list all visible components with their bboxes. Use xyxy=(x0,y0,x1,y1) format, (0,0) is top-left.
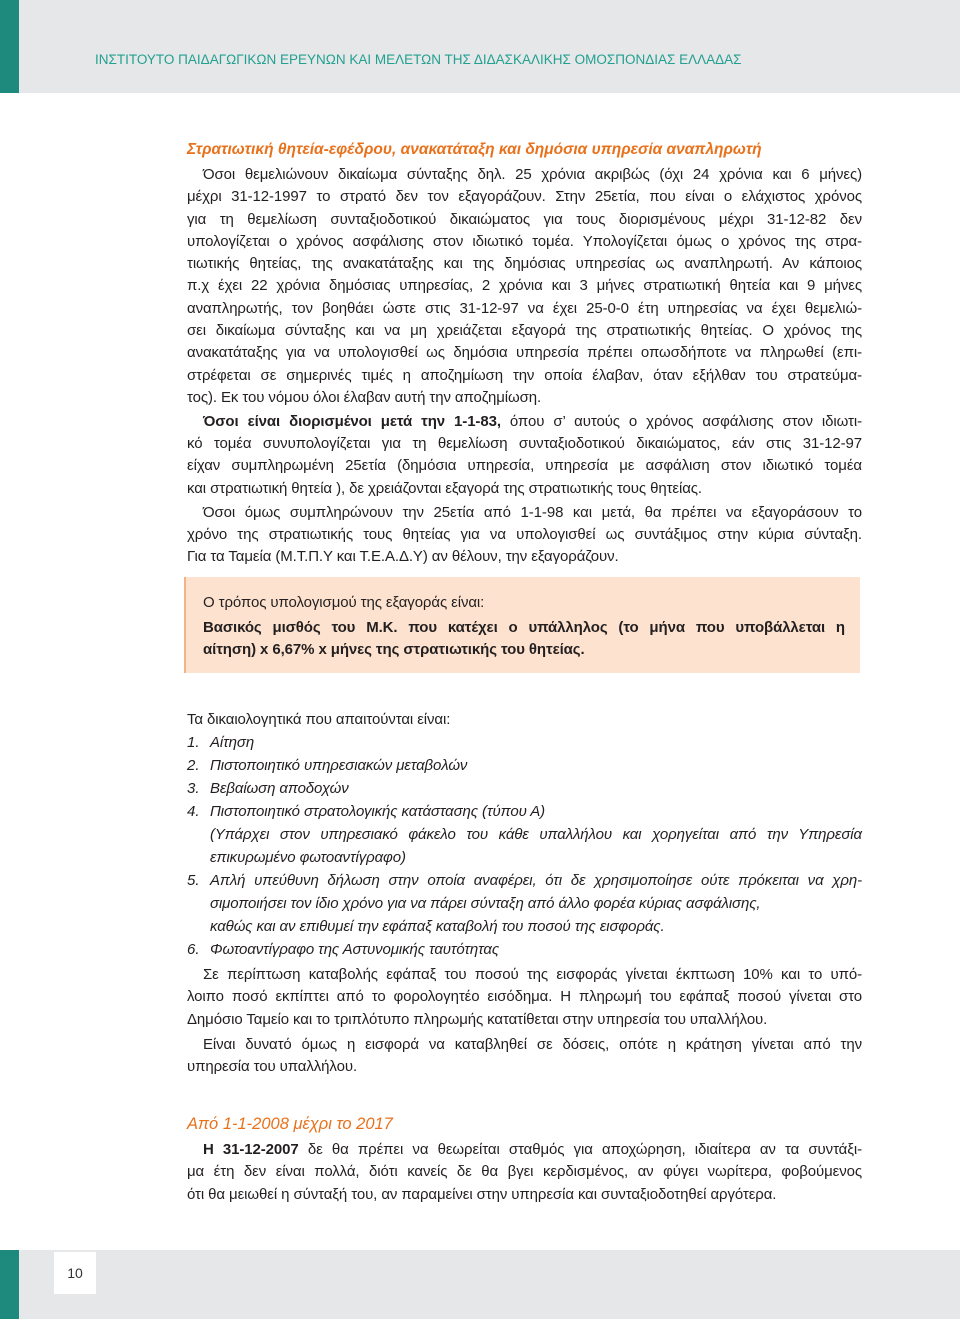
list-item xyxy=(187,800,862,869)
required-documents xyxy=(187,708,862,961)
footer-accent-tab xyxy=(0,1250,19,1319)
list-item-number: 6. xyxy=(187,941,200,959)
text-line xyxy=(187,411,862,433)
paragraph xyxy=(187,164,862,409)
text-line: μέχρι 31-12-1997 το στρατό δεν τον εξαγοράζουν. Στην 25ετία, που είναι ο ελάχιστος χρόνος xyxy=(187,188,862,206)
text-line: τιωτικής θητείας, της ανακατάταξης και της δημόσιας υπηρεσίας ως αναπληρωτή. Αν κάποιος xyxy=(187,255,862,273)
text-line: κό τομέα συνυπολογίζεται για τη θεμελίωση συνταξιοδοτικού δικαιώματος, εάν στις 31-12-97 xyxy=(187,435,862,453)
list-item-body xyxy=(210,731,862,754)
text-line: αναπληρωτής, τον βοηθάει ώστε στις 31-12-97 να έχει 25-0-0 έτη υπηρεσίας να έχει θεμελιώ- xyxy=(187,299,862,317)
text-line: στρέφεται σε σημερινές τιμές η αποζημίωση την οποία έλαβαν, όταν εξήλθαν του στρατεύμα- xyxy=(187,366,862,384)
list-item-body xyxy=(210,938,862,961)
paragraph xyxy=(187,411,862,500)
page-footer xyxy=(0,1250,960,1319)
list-item xyxy=(187,754,862,777)
text-line: π.χ έχει 22 χρόνια δημόσιας υπηρεσίας, 2 χρόνια και 3 μήνες στρατιωτική θητεία και 9 μήνες xyxy=(187,277,862,295)
paragraph xyxy=(187,1034,862,1079)
list-item-number: 5. xyxy=(187,872,200,890)
text-line: Φωτοαντίγραφο της Αστυνομικής ταυτότητας xyxy=(210,941,500,959)
documents-intro: Τα δικαιολογητικά που απαιτούνται είναι: xyxy=(187,711,451,729)
text-line: Αίτηση xyxy=(210,734,255,752)
text-line: Απλή υπεύθυνη δήλωση στην οποία αναφέρει, ότι δε χρησιμοποίησε ούτε πρόκειται να χρη- xyxy=(210,872,862,890)
text-line: Βεβαίωση αποδοχών xyxy=(210,780,349,798)
text-run: δε θα πρέπει να θεωρείται σταθμός για αποχώρηση, ιδιαίτερα αν τα συντάξι- xyxy=(307,1140,862,1158)
list-item-number: 1. xyxy=(187,734,200,752)
formula-intro: Ο τρόπος υπολογισμού της εξαγοράς είναι: xyxy=(203,593,485,611)
section-heading: Από 1-1-2008 μέχρι το 2017 xyxy=(187,1114,393,1133)
text-line: υπολογίζεται ο χρόνος ασφάλισης στον ιδιωτικό τομέα. Υπολογίζεται όμως ο χρόνος της στρα- xyxy=(187,232,862,250)
paragraph xyxy=(187,502,862,569)
text-line: Όσοι θεμελιώνουν δικαίωμα σύνταξης δηλ. 25 χρόνια ακριβώς (όχι 24 χρόνια και 6 μήνες) xyxy=(203,166,862,183)
text-line: χρόνο της στρατιωτικής τους θητείας για να υπολογισθεί ως συντάξιμος στην κύρια σύνταξη. xyxy=(187,526,862,544)
bold-lead-text: Όσοι είναι διορισμένοι μετά την 1-1-83, xyxy=(203,412,501,430)
section-heading: Στρατιωτική θητεία-εφέδρου, ανακατάταξη και δημόσια υπηρεσία αναπληρωτή xyxy=(187,141,762,158)
header-title: ΙΝΣΤΙΤΟΥΤΟ ΠΑΙΔΑΓΩΓΙΚΩΝ ΕΡΕΥΝΩΝ ΚΑΙ ΜΕΛΕΤΩΝ ΤΗΣ ΔΙΔΑΣΚΑΛΙΚΗΣ ΟΜΟΣΠΟΝΔΙΑΣ ΕΛΛΑΔΑΣ xyxy=(95,52,742,67)
paragraph xyxy=(187,1139,862,1207)
text-line: Βασικός μισθός του Μ.Κ. που κατέχει ο υπάλληλος (το μήνα που υποβάλλεται η xyxy=(203,618,845,636)
list-item-number: 3. xyxy=(187,780,200,798)
text-line: σιμοποιήσει τον ίδιο χρόνο για να πάρει σύνταξη από άλλο φορέα κύριας ασφάλισης, xyxy=(210,895,761,913)
text-line: είχαν συμπληρωμένη 25ετία (δημόσια υπηρεσία, υπηρεσία με ασφάλιση στον ιδιωτικό τομέα xyxy=(187,457,862,475)
text-line: Είναι δυνατό όμως η εισφορά να καταβληθεί σε δόσεις, οπότε η κράτηση γίνεται από την xyxy=(203,1035,862,1053)
page-header xyxy=(0,0,960,93)
text-line: σει δικαίωμα σύνταξης και να μη χρειάζεται εξαγορά της στρατιωτικής θητείας. Ο χρόνος της xyxy=(187,322,862,340)
text-line: Πιστοποιητικό στρατολογικής κατάστασης (τύπου Α) xyxy=(210,803,546,821)
text-line: (Υπάρχει στον υπηρεσιακό φάκελο του κάθε υπαλλήλου και χορηγείται από την Υπηρεσία xyxy=(210,826,862,844)
list-item xyxy=(187,938,862,961)
text-line: αίτηση) x 6,67% x μήνες της στρατιωτικής του θητείας. xyxy=(203,640,585,658)
header-accent-tab xyxy=(0,0,19,93)
text-line: υπηρεσία του υπαλλήλου. xyxy=(187,1058,358,1076)
text-line: Όσοι όμως συμπληρώνουν την 25ετία από 1-1-98 και μετά, θα πρέπει να εξαγοράσουν το xyxy=(203,503,862,521)
text-line: Σε περίπτωση καταβολής εφάπαξ του ποσού της εισφοράς γίνεται έκπτωση 10% και το υπό- xyxy=(203,965,862,983)
list-item-body xyxy=(210,754,862,777)
text-line: καθώς και αν επιθυμεί την εφάπαξ καταβολή του ποσού της εισφοράς. xyxy=(210,918,665,936)
list-item-body xyxy=(210,869,862,938)
paragraph xyxy=(187,964,862,1032)
list-item xyxy=(187,731,862,754)
list-item xyxy=(187,869,862,938)
text-line: ανακατάταξης για να υπολογισθεί ως δημόσια υπηρεσία πρέπει οπωσδήποτε να πληρωθεί (επι- xyxy=(187,344,862,362)
list-item xyxy=(187,777,862,800)
text-line: τος). Εκ του νόμου όλοι έλαβαν αυτή την αποζημίωση. xyxy=(187,388,542,406)
text-line: για τη θεμελίωση συνταξιοδοτικού δικαιώματος για τους διορισμένους μέχρι 31-12-82 δεν xyxy=(187,210,862,228)
text-line: Για τα Ταμεία (Μ.Τ.Π.Υ και Τ.Ε.Α.Δ.Υ) αν θέλουν, την εξαγοράζουν. xyxy=(187,548,619,566)
list-item-body xyxy=(210,800,862,869)
main-content xyxy=(187,139,862,1206)
list-item-number: 4. xyxy=(187,803,200,821)
list-item-body xyxy=(210,777,862,800)
text-line: επικυρωμένο φωτοαντίγραφο) xyxy=(210,849,406,867)
list-item-number: 2. xyxy=(187,757,200,775)
text-run: όπου σ’ αυτούς ο χρόνος ασφάλισης στον ιδιωτι- xyxy=(509,412,862,430)
text-line: ότι θα μειωθεί η σύνταξή του, αν παραμείνει στην υπηρεσία και συνταξιοδοτηθεί αργότερα. xyxy=(187,1185,777,1203)
text-line: λοιπο ποσό εκπίπτει από το φορολογητέο εισόδημα. Η πληρωμή του εφάπαξ ποσού γίνεται στο xyxy=(187,988,862,1006)
text-line: Δημόσιο Ταμείο και το τριπλότυπο πληρωμής κατατίθεται στην υπηρεσία του υπαλλήλου. xyxy=(187,1010,768,1028)
text-line xyxy=(187,1139,862,1162)
page-number: 10 xyxy=(54,1252,96,1294)
text-line: μα έτη δεν είναι πολλά, διότι κανείς δε θα βγει κερδισμένος, αν φύγει νωρίτερα, φοβούμενος xyxy=(187,1163,862,1181)
formula-text xyxy=(203,617,845,661)
text-line: Πιστοποιητικό υπηρεσιακών μεταβολών xyxy=(210,757,468,775)
text-line: και στρατιωτική θητεία ), δε χρειάζονται εξαγορά της στρατιωτικής τους θητείας. xyxy=(187,479,702,497)
bold-lead-text: Η 31-12-2007 xyxy=(203,1140,299,1158)
formula-box xyxy=(184,577,860,673)
